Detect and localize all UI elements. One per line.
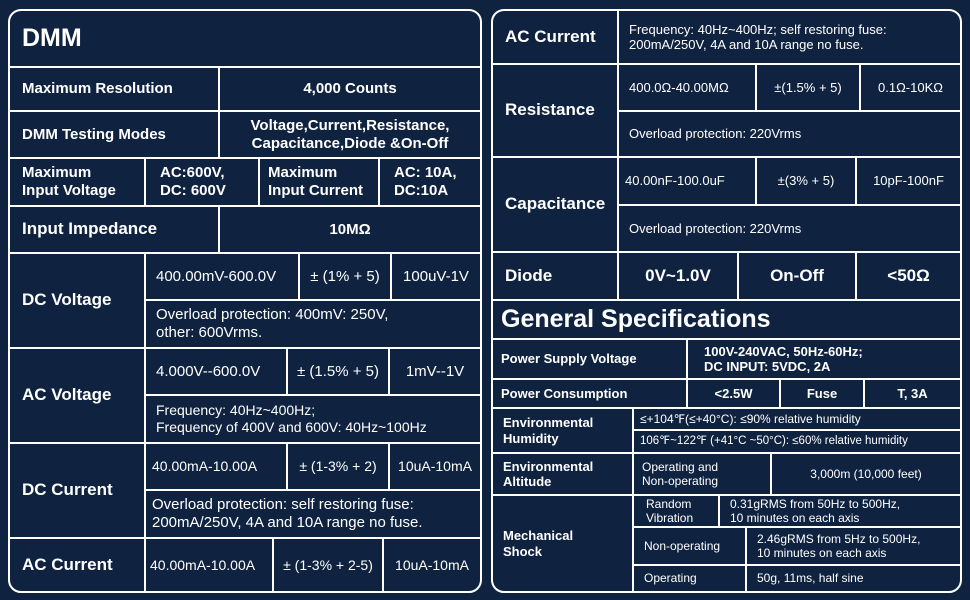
ac-voltage-note: Frequency: 40Hz~400Hz; Frequency of 400V and 600V: 40Hz~100Hz [146,396,480,442]
dc-voltage-note: Overload protection: 400mV: 250V, other: 600Vrms. [146,301,480,347]
power-consumption-label: Power Consumption [493,380,686,407]
humidity-label: Environmental Humidity [493,409,632,452]
max-input-voltage-value: AC:600V, DC: 600V [146,159,258,205]
dc-current-accuracy: ± (1-3% + 2) [288,444,388,489]
non-operating-value: 2.46gRMS from 5Hz to 500Hz, 10 minutes on each axis [747,528,960,564]
ac-current-note-label: AC Current [493,11,617,63]
capacitance-note: Overload protection: 220Vrms [619,206,960,251]
ac-voltage-resolution: 1mV--1V [390,349,480,394]
ac-current-accuracy: ± (1-3% + 2-5) [274,539,382,591]
dc-current-note: Overload protection: self restoring fuse: 200mA/250V, 4A and 10A range no fuse. [146,491,480,537]
dc-current-label: DC Current [10,444,144,537]
capacitance-label: Capacitance [493,158,617,251]
dmm-title: DMM [10,11,480,66]
general-spec-title: General Specifications [493,301,960,338]
humidity-row-1: ≤+104℉(≤+40°C): ≤90% relative humidity [634,409,960,429]
max-input-current-value: AC: 10A, DC:10A [380,159,480,205]
ac-current-resolution: 10uA-10mA [384,539,480,591]
resistance-accuracy: ±(1.5% + 5) [757,65,859,110]
random-vibration-label: Random Vibration [634,496,718,526]
humidity-row-2: 106℉~122℉ (+41°C ~50°C): ≤60% relative humidity [634,431,960,452]
resistance-range: 400.0Ω-40.00MΩ [619,65,755,110]
dc-current-resolution: 10uA-10mA [390,444,480,489]
resistance-resolution: 0.1Ω-10KΩ [861,65,960,110]
ac-current-label: AC Current [10,539,144,591]
power-supply-label: Power Supply Voltage [493,340,686,378]
diode-voltage-range: 0V~1.0V [619,253,737,299]
resistance-label: Resistance [493,65,617,156]
mechanical-shock-label: Mechanical Shock [493,496,632,591]
diode-resistance: <50Ω [857,253,960,299]
ac-voltage-label: AC Voltage [10,349,144,442]
ac-voltage-range: 4.000V--600.0V [146,349,286,394]
non-operating-label: Non-operating [634,528,745,564]
general-spec-panel [491,9,962,593]
altitude-label: Environmental Altitude [493,454,632,494]
max-resolution-label: Maximum Resolution [10,68,218,110]
dc-voltage-resolution: 100uV-1V [392,254,480,299]
random-vibration-value: 0.31gRMS from 50Hz to 500Hz, 10 minutes on each axis [720,496,960,526]
ac-current-range: 40.00mA-10.00A [146,539,272,591]
dc-voltage-label: DC Voltage [10,254,144,347]
dc-voltage-range: 400.00mV-600.0V [146,254,298,299]
capacitance-range: 40.00nF-100.0uF [619,158,755,204]
max-input-current-label: Maximum Input Current [260,159,378,205]
operating-value: 50g, 11ms, half sine [747,566,960,591]
dmm-spec-panel [8,9,482,593]
fuse-value: T, 3A [865,380,960,407]
input-impedance-value: 10MΩ [220,207,480,252]
capacitance-accuracy: ±(3% + 5) [757,158,855,204]
power-consumption-value: <2.5W [688,380,779,407]
power-supply-value: 100V-240VAC, 50Hz-60Hz; DC INPUT: 5VDC, 2A [688,340,960,378]
testing-modes-value: Voltage,Current,Resistance, Capacitance,Diode &On-Off [220,112,480,157]
altitude-condition: Operating and Non-operating [634,454,770,494]
max-resolution-value: 4,000 Counts [220,68,480,110]
altitude-value: 3,000m (10,000 feet) [772,454,960,494]
input-impedance-label: Input Impedance [10,207,218,252]
ac-voltage-accuracy: ± (1.5% + 5) [288,349,388,394]
resistance-note: Overload protection: 220Vrms [619,112,960,156]
fuse-label: Fuse [781,380,863,407]
testing-modes-label: DMM Testing Modes [10,112,218,157]
diode-label: Diode [493,253,617,299]
diode-on-off: On-Off [739,253,855,299]
dc-current-range: 40.00mA-10.00A [146,444,286,489]
operating-label: Operating [634,566,745,591]
ac-current-note: Frequency: 40Hz~400Hz; self restoring fuse: 200mA/250V, 4A and 10A range no fuse. [619,11,960,63]
capacitance-resolution: 10pF-100nF [857,158,960,204]
max-input-voltage-label: Maximum Input Voltage [10,159,144,205]
dc-voltage-accuracy: ± (1% + 5) [300,254,390,299]
